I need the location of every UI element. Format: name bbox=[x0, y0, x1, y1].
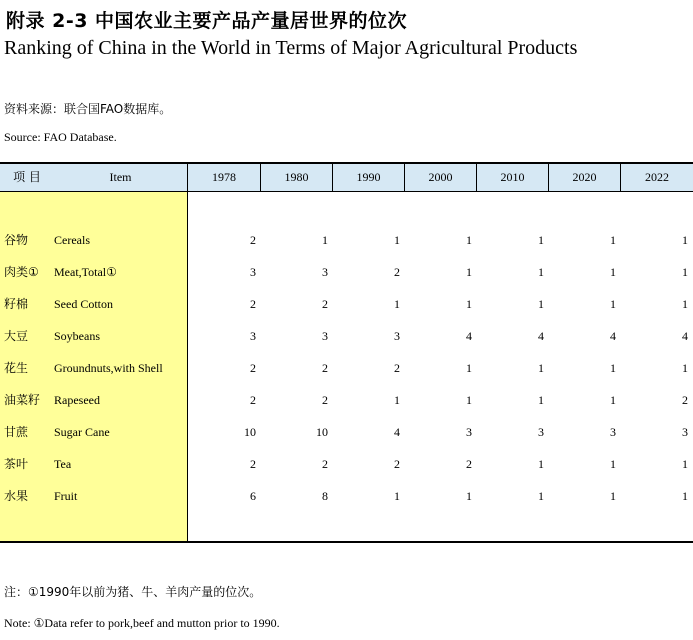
rank-value-1978: 2 bbox=[250, 297, 256, 311]
rank-value-1980: 3 bbox=[322, 265, 328, 279]
rank-value-1978: 2 bbox=[250, 457, 256, 471]
rank-value-2000: 1 bbox=[466, 233, 472, 247]
rank-value-2022: 1 bbox=[682, 489, 688, 503]
rank-value-2000: 3 bbox=[466, 425, 472, 439]
header-year-1990: 1990 bbox=[356, 170, 381, 184]
table-header bbox=[0, 164, 693, 192]
rank-value-2000: 2 bbox=[466, 457, 472, 471]
rank-value-2020: 1 bbox=[610, 265, 616, 279]
item-name-en: Tea bbox=[54, 457, 72, 471]
table-row bbox=[0, 320, 693, 352]
page-title-english: Ranking of China in the World in Terms of Major Agricultural Products bbox=[4, 37, 578, 59]
rank-value-2022: 3 bbox=[682, 425, 688, 439]
rank-value-1980: 2 bbox=[322, 457, 328, 471]
rank-value-2020: 1 bbox=[610, 233, 616, 247]
rank-value-2010: 1 bbox=[538, 297, 544, 311]
table-row bbox=[0, 448, 693, 480]
rank-value-2010: 3 bbox=[538, 425, 544, 439]
rank-value-1990: 3 bbox=[394, 329, 400, 343]
rank-value-1978: 3 bbox=[250, 329, 256, 343]
table-row bbox=[0, 288, 693, 320]
item-name-en: Cereals bbox=[54, 233, 90, 247]
rank-value-2000: 1 bbox=[466, 489, 472, 503]
rank-value-2020: 1 bbox=[610, 457, 616, 471]
item-name-en: Rapeseed bbox=[54, 393, 100, 407]
rank-value-2000: 4 bbox=[466, 329, 472, 343]
rank-value-1990: 1 bbox=[394, 393, 400, 407]
table-row bbox=[0, 352, 693, 384]
rank-value-2022: 1 bbox=[682, 361, 688, 375]
item-name-cn: 油菜籽 bbox=[4, 393, 41, 407]
rank-value-2010: 1 bbox=[538, 361, 544, 375]
item-name-cn: 肉类① bbox=[4, 265, 39, 279]
item-name-en: Fruit bbox=[54, 489, 78, 503]
table-bottom-rule bbox=[0, 541, 693, 543]
header-year-1980: 1980 bbox=[284, 170, 309, 184]
rank-value-2000: 1 bbox=[466, 393, 472, 407]
rank-value-1990: 2 bbox=[394, 361, 400, 375]
rank-value-2020: 1 bbox=[610, 393, 616, 407]
header-item-en: Item bbox=[109, 170, 132, 184]
header-year-2022: 2022 bbox=[645, 170, 669, 184]
rank-value-2022: 1 bbox=[682, 457, 688, 471]
header-year-2020: 2020 bbox=[572, 170, 597, 184]
item-name-en: Sugar Cane bbox=[54, 425, 110, 439]
rank-value-2020: 1 bbox=[610, 361, 616, 375]
header-item-cn: 项 目 bbox=[13, 170, 41, 184]
header-year-2010: 2010 bbox=[500, 170, 525, 184]
item-name-cn: 茶叶 bbox=[4, 457, 29, 471]
rank-value-1980: 2 bbox=[322, 361, 328, 375]
rank-value-2010: 4 bbox=[538, 329, 544, 343]
item-name-cn: 花生 bbox=[4, 361, 29, 375]
rank-value-1990: 2 bbox=[394, 265, 400, 279]
source-chinese: 资料来源：联合国FAO数据库。 bbox=[4, 102, 172, 116]
rank-value-2020: 1 bbox=[610, 297, 616, 311]
rank-value-2022: 1 bbox=[682, 265, 688, 279]
rank-value-2022: 4 bbox=[682, 329, 688, 343]
rank-value-1990: 1 bbox=[394, 297, 400, 311]
rank-value-2022: 2 bbox=[682, 393, 688, 407]
note-chinese: 注：①1990年以前为猪、牛、羊肉产量的位次。 bbox=[4, 585, 262, 599]
rank-value-1980: 1 bbox=[322, 233, 328, 247]
rank-value-1990: 2 bbox=[394, 457, 400, 471]
rank-value-1990: 4 bbox=[394, 425, 400, 439]
table-row bbox=[0, 416, 693, 448]
rank-value-2000: 1 bbox=[466, 361, 472, 375]
rank-value-2010: 1 bbox=[538, 489, 544, 503]
header-year-2000: 2000 bbox=[428, 170, 453, 184]
item-name-cn: 甘蔗 bbox=[4, 425, 29, 439]
rank-value-1980: 3 bbox=[322, 329, 328, 343]
rank-value-2010: 1 bbox=[538, 265, 544, 279]
rank-value-2020: 1 bbox=[610, 489, 616, 503]
item-name-en: Groundnuts,with Shell bbox=[54, 361, 163, 375]
item-name-en: Meat,Total① bbox=[54, 265, 117, 279]
table-row bbox=[0, 256, 693, 288]
rank-value-1978: 6 bbox=[250, 489, 256, 503]
ranking-table bbox=[0, 162, 693, 543]
page-title-chinese: 附录 2-3 中国农业主要产品产量居世界的位次 bbox=[6, 10, 408, 32]
rank-value-1978: 2 bbox=[250, 393, 256, 407]
rank-value-1980: 10 bbox=[316, 425, 328, 439]
rank-value-2010: 1 bbox=[538, 393, 544, 407]
item-name-en: Seed Cotton bbox=[54, 297, 113, 311]
rank-value-1978: 2 bbox=[250, 233, 256, 247]
item-name-cn: 水果 bbox=[4, 489, 29, 503]
rank-value-2010: 1 bbox=[538, 457, 544, 471]
item-name-cn: 大豆 bbox=[4, 329, 29, 343]
rank-value-2022: 1 bbox=[682, 297, 688, 311]
rank-value-1978: 3 bbox=[250, 265, 256, 279]
rank-value-2000: 1 bbox=[466, 297, 472, 311]
rank-value-1980: 8 bbox=[322, 489, 328, 503]
item-name-cn: 籽棉 bbox=[4, 297, 29, 311]
source-english: Source: FAO Database. bbox=[4, 130, 117, 144]
rank-value-2022: 1 bbox=[682, 233, 688, 247]
rank-value-1980: 2 bbox=[322, 393, 328, 407]
rank-value-1978: 2 bbox=[250, 361, 256, 375]
rank-value-1990: 1 bbox=[394, 489, 400, 503]
rank-value-2020: 3 bbox=[610, 425, 616, 439]
rank-value-2020: 4 bbox=[610, 329, 616, 343]
rank-value-1980: 2 bbox=[322, 297, 328, 311]
table-row bbox=[0, 224, 693, 256]
rank-value-1990: 1 bbox=[394, 233, 400, 247]
header-year-1978: 1978 bbox=[212, 170, 236, 184]
note-english: Note: ①Data refer to pork,beef and mutton prior to 1990. bbox=[4, 616, 280, 630]
table-row bbox=[0, 480, 693, 512]
item-name-en: Soybeans bbox=[54, 329, 100, 343]
item-name-cn: 谷物 bbox=[4, 233, 29, 247]
rank-value-1978: 10 bbox=[244, 425, 256, 439]
table-row bbox=[0, 384, 693, 416]
rank-value-2010: 1 bbox=[538, 233, 544, 247]
rank-value-2000: 1 bbox=[466, 265, 472, 279]
